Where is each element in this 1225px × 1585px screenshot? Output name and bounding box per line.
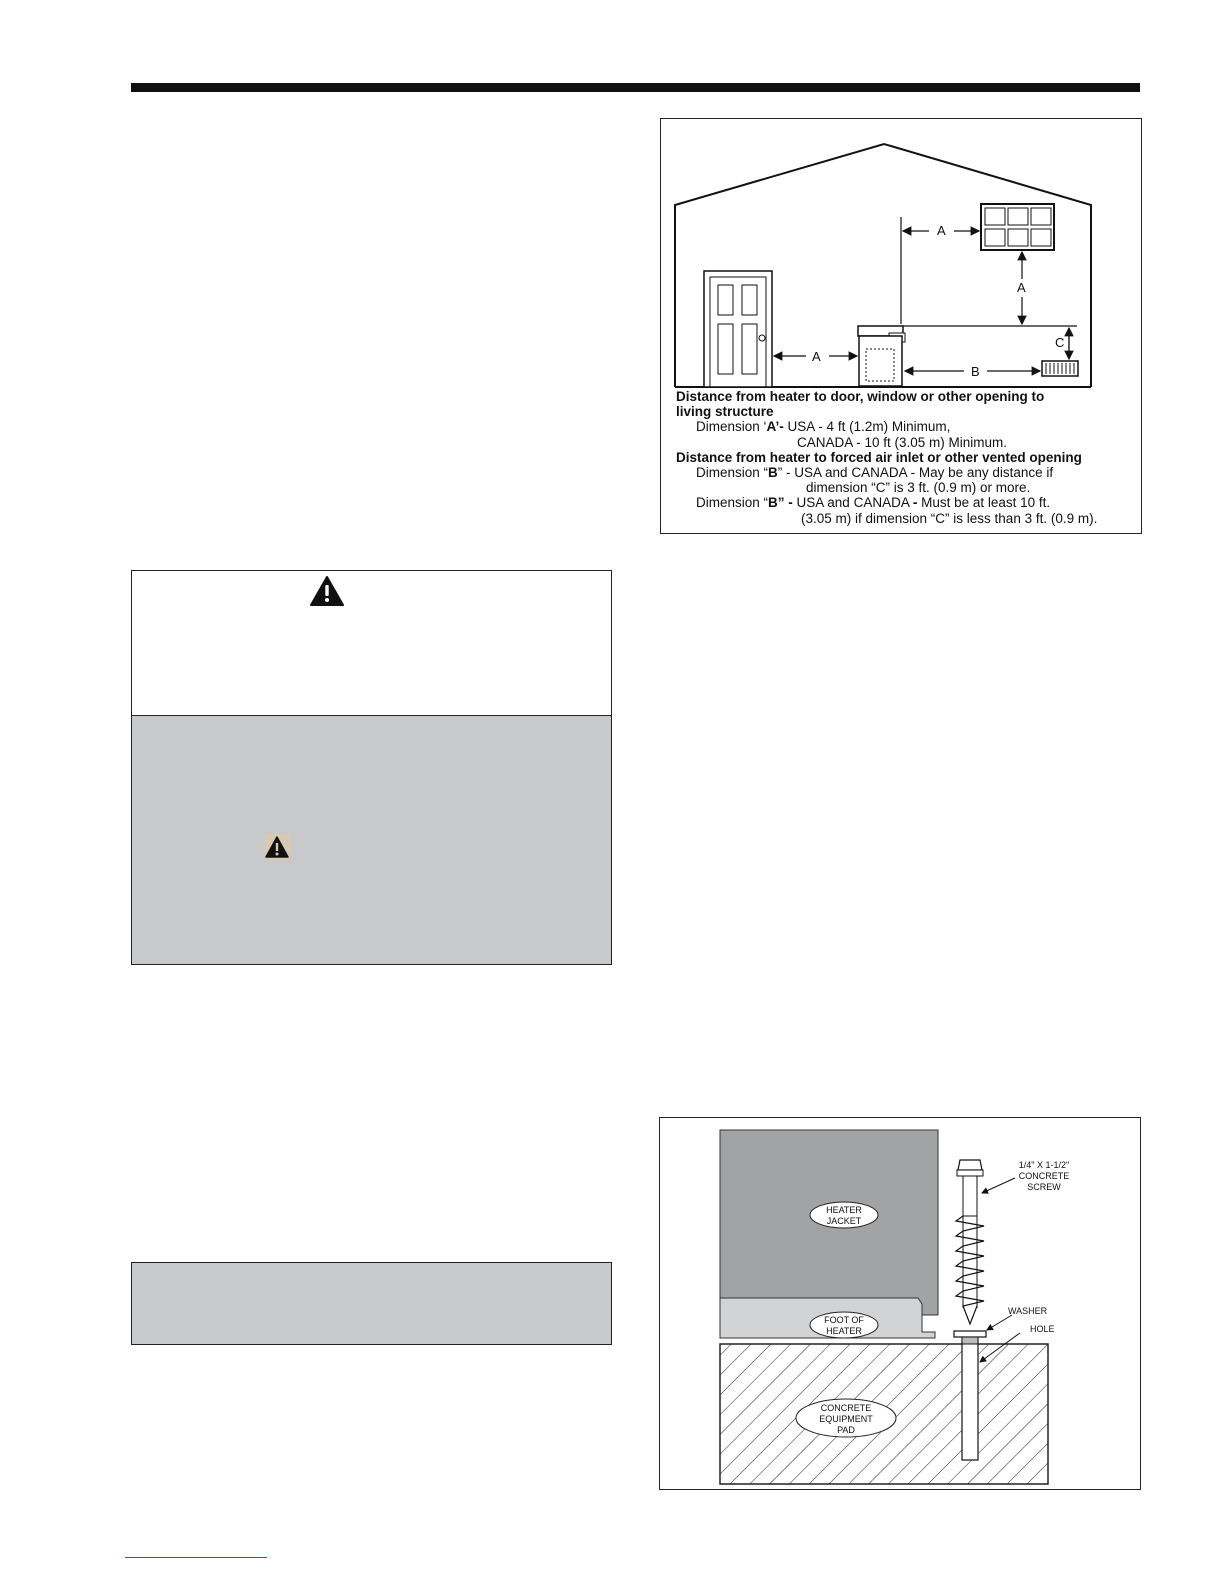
warning-header	[132, 571, 611, 716]
caption-heading-door-2: living structure	[676, 404, 774, 420]
pad-label-3: PAD	[837, 1425, 855, 1435]
washer-shape	[954, 1331, 986, 1337]
dim-a-label-vertical: A	[1017, 280, 1026, 295]
dim-a-label-door: A	[812, 349, 821, 364]
caption-dim-a-canada: CANADA - 10 ft (3.05 m) Minimum.	[797, 434, 1008, 450]
door-icon	[704, 271, 772, 387]
warning-panel	[131, 570, 612, 965]
screw-label-3: SCREW	[1027, 1182, 1061, 1192]
dim-a-label-top: A	[937, 223, 946, 238]
dim-b-label: B	[971, 364, 980, 379]
header-rule	[131, 83, 1140, 92]
mounting-diagram	[659, 1117, 1141, 1490]
washer-label: WASHER	[1008, 1306, 1048, 1316]
caption-dim-b1: Dimension “B” - USA and CANADA - May be any distance if	[696, 465, 1054, 481]
hole-label: HOLE	[1030, 1324, 1055, 1334]
footer-link-underline[interactable]	[125, 1557, 267, 1558]
caption-heading-vent: Distance from heater to forced air inlet or other vented opening	[676, 449, 1082, 465]
warning-triangle-icon	[310, 576, 344, 606]
warning-small-icon	[264, 834, 290, 860]
mounting-drawing	[660, 1118, 1142, 1491]
window-icon	[981, 204, 1054, 250]
jacket-label-2: JACKET	[826, 1216, 862, 1226]
foot-label-2: HEATER	[826, 1326, 862, 1336]
clearance-caption	[676, 389, 1097, 526]
clearance-diagram	[660, 118, 1142, 534]
caption-dim-b2-cont: (3.05 m) if dimension “C” is less than 3 ft. (0.9 m).	[801, 510, 1098, 526]
note-panel	[131, 1262, 612, 1345]
pad-label-2: EQUIPMENT	[819, 1414, 873, 1424]
screw-label-1: 1/4" X 1-1/2"	[1018, 1160, 1070, 1170]
concrete-screw-icon	[956, 1160, 984, 1324]
jacket-label-1: HEATER	[826, 1205, 862, 1215]
vent-icon	[1042, 361, 1078, 376]
caption-dim-b1-cont: dimension “C” is 3 ft. (0.9 m) or more.	[806, 480, 1031, 496]
warning-body	[132, 716, 611, 964]
screw-hole	[962, 1340, 978, 1460]
heater-icon	[858, 326, 905, 386]
screw-label-2: CONCRETE	[1018, 1171, 1070, 1181]
caption-dim-b2: Dimension “B” - USA and CANADA - Must be at least 10 ft.	[696, 495, 1051, 511]
pad-label-1: CONCRETE	[820, 1403, 872, 1413]
caption-dim-a: Dimension ‘A’- USA - 4 ft (1.2m) Minimum,	[696, 419, 951, 435]
caption-heading-door: Distance from heater to door, window or other opening to	[676, 389, 1045, 404]
dim-c-label: C	[1055, 335, 1065, 350]
foot-label-1: FOOT OF	[824, 1315, 864, 1325]
